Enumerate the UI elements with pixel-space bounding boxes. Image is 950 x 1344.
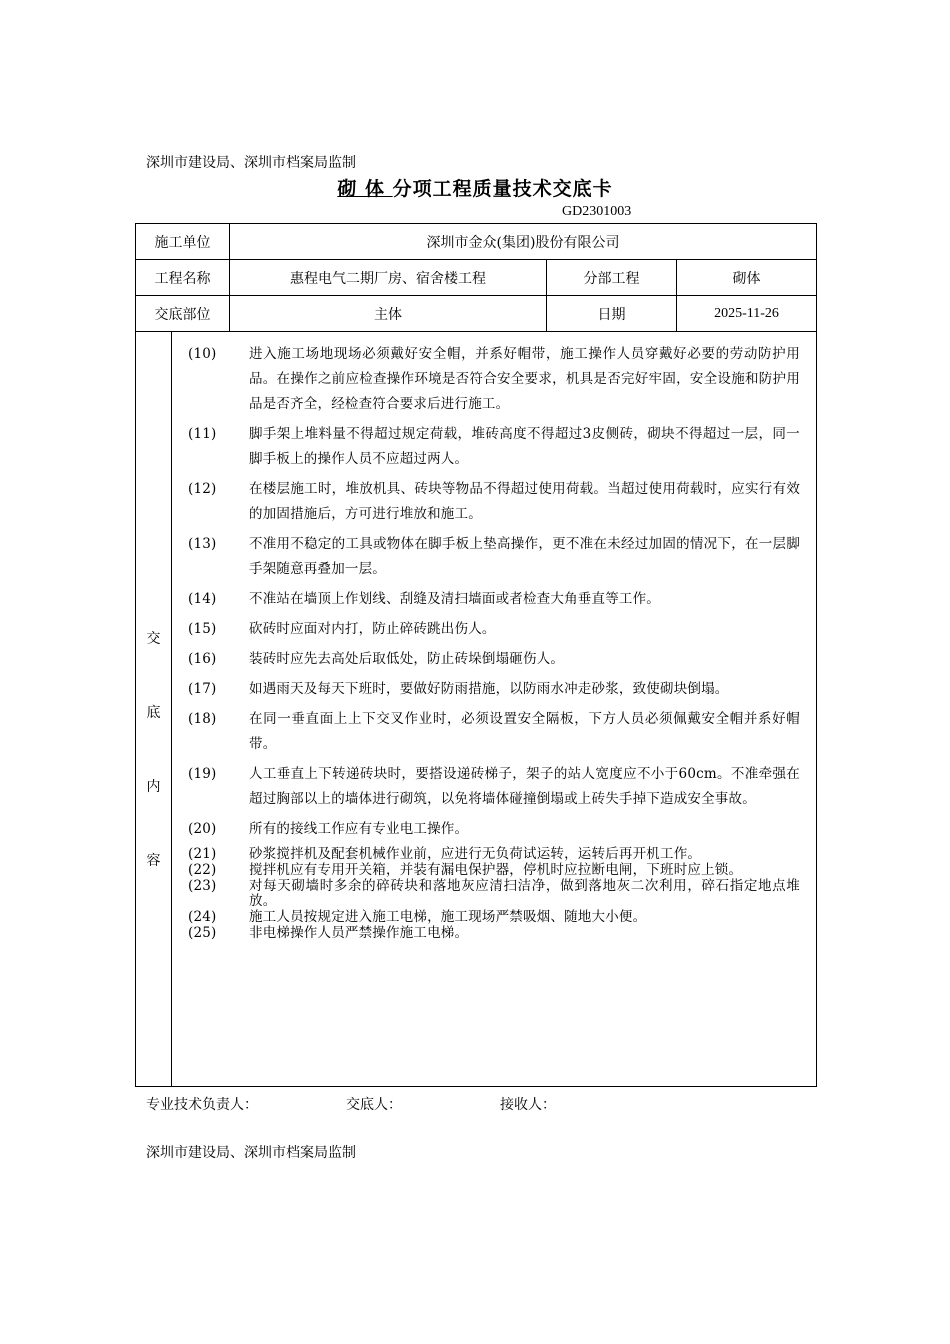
list-item: (22) 搅拌机应有专用开关箱，并装有漏电保护器，停机时应拉断电闸，下班时应上锁。 (188, 862, 743, 878)
part-label: 交底部位 (136, 296, 230, 332)
date-value: 2025-11-26 (677, 296, 817, 332)
list-item: (20) 所有的接线工作应有专业电工操作。 (188, 821, 469, 837)
content-side-label (136, 332, 172, 1086)
row-unit (136, 224, 817, 260)
list-item: (16) 装砖时应先去高处后取低处，防止砖垛倒塌砸伤人。 (188, 651, 565, 667)
discloser-signature: 交底人： (346, 1097, 402, 1113)
list-item: (15) 砍砖时应面对内打，防止碎砖跳出伤人。 (188, 621, 496, 637)
part-value: 主体 (230, 296, 547, 332)
side-char: 内 (146, 779, 161, 795)
list-item: (11) 脚手架上堆料量不得超过规定荷载，堆砖高度不得超过3皮侧砖，砌块不得超过一层，同一脚手板上的操作人员不应超过两人。 (188, 426, 801, 467)
unit-label: 施工单位 (136, 224, 230, 260)
list-item: (19) 人工垂直上下转递砖块时，要搭设递砖梯子，架子的站人宽度应不小于60cm。不准牵强在超过胸部以上的墙体进行砌筑，以免将墙体碰撞倒塌或上砖失手掉下造成安全事故。 (188, 766, 801, 807)
row-content (136, 332, 817, 1087)
list-item: (23) 对每天砌墙时多余的碎砖块和落地灰应清扫洁净，做到落地灰二次利用，碎石指定地点堆放。 (188, 878, 801, 909)
side-char: 底 (146, 705, 161, 721)
title-subject: 砌 体 (337, 178, 393, 200)
list-item: (17) 如遇雨天及每天下班时，要做好防雨措施，以防雨水冲走砂浆，致使砌块倒塌。 (188, 681, 729, 697)
list-item: (12) 在楼层施工时，堆放机具、砖块等物品不得超过使用荷载。当超过使用荷载时，应实行有效的加固措施后，方可进行堆放和施工。 (188, 481, 801, 522)
title-main: 分项工程质量技术交底卡 (392, 178, 613, 200)
date-label: 日期 (547, 296, 677, 332)
list-item: (25) 非电梯操作人员严禁操作施工电梯。 (188, 925, 469, 941)
unit-value: 深圳市金众(集团)股份有限公司 (230, 224, 817, 260)
project-value: 惠程电气二期厂房、宿舍楼工程 (230, 260, 547, 296)
list-item: (14) 不准站在墙顶上作划线、刮缝及清扫墙面或者检查大角垂直等工作。 (188, 591, 660, 607)
list-item: (24) 施工人员按规定进入施工电梯，施工现场严禁吸烟、随地大小便。 (188, 909, 647, 925)
list-item: (18) 在同一垂直面上上下交叉作业时，必须设置安全隔板，下方人员必须佩戴安全帽并系好帽带。 (188, 711, 801, 752)
side-char: 容 (146, 853, 161, 869)
list-item: (13) 不准用不稳定的工具或物体在脚手板上垫高操作，更不准在未经过加固的情况下，在一层脚手架随意再叠加一层。 (188, 536, 801, 577)
list-item: (10) 进入施工场地现场必须戴好安全帽，并系好帽带，施工操作人员穿戴好必要的劳动防护用品。在操作之前应检查操作环境是否符合安全要求，机具是否完好牢固，安全设施和防护用品是否齐全，经检查符合要求后进行施工。 (188, 346, 801, 412)
content-items (172, 332, 816, 1086)
side-char: 交 (146, 631, 161, 647)
supervisor-footer: 深圳市建设局、深圳市档案局监制 (146, 1145, 356, 1161)
content-cell (136, 332, 817, 1087)
row-part (136, 296, 817, 332)
form-code: GD2301003 (562, 204, 632, 219)
division-label: 分部工程 (547, 260, 677, 296)
list-item: (21) 砂浆搅拌机及配套机械作业前，应进行无负荷试运转，运转后再开机工作。 (188, 846, 702, 862)
receiver-signature: 接收人： (500, 1097, 556, 1113)
supervisor-header: 深圳市建设局、深圳市档案局监制 (146, 155, 356, 171)
page-title (0, 174, 950, 201)
project-label: 工程名称 (136, 260, 230, 296)
tech-lead-signature: 专业技术负责人： (146, 1097, 258, 1113)
division-value: 砌体 (677, 260, 817, 296)
disclosure-table (135, 223, 817, 1087)
row-project (136, 260, 817, 296)
